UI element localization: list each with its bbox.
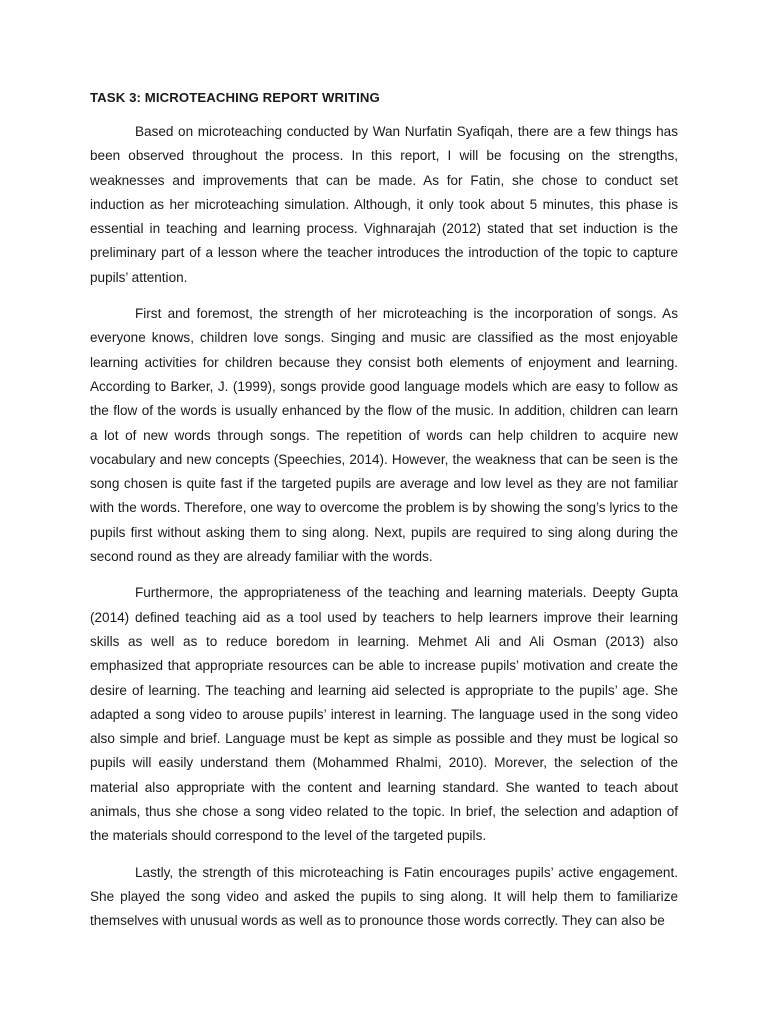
paragraph-introduction: Based on microteaching conducted by Wan Nurfatin Syafiqah, there are a few things has been observed throughout the process. In this report, I will be focusing on the strengths, weaknesses and improvements that can be made. As for Fatin, she chose to conduct set induction as her microteaching simulation. Although, it only took about 5 minutes, this phase is essential in teaching and learning process. Vighnarajah (2012) stated that set induction is the preliminary part of a lesson where the teacher introduces the introduction of the topic to capture pupils’ attention.: [90, 124, 678, 285]
paragraph-songs-strength: First and foremost, the strength of her microteaching is the incorporation of songs. As everyone knows, children love songs. Singing and music are classified as the most enjoyable learning activities for children because they consist both elements of enjoyment and learning. According to Barker, J. (1999), songs provide good language models which are easy to follow as the flow of the words is usually enhanced by the flow of the music. In addition, children can learn a lot of new words through songs. The repetition of words can help children to acquire new vocabulary and new concepts (Speechies, 2014). However, the weakness that can be seen is the song chosen is quite fast if the targeted pupils are average and low level as they are not familiar with the words. Therefore, one way to overcome the problem is by showing the song’s lyrics to the pupils first without asking them to sing along. Next, pupils are required to sing along during the second round as they are already familiar with the words.: [90, 306, 678, 565]
paragraph-engagement: Lastly, the strength of this microteaching is Fatin encourages pupils’ active engagement. She played the song video and asked the pupils to sing along. It will help them to familiarize themselves with unusual words as well as to pronounce those words correctly. They can also be: [90, 864, 678, 929]
document-page: [90, 88, 678, 946]
document-heading: TASK 3: MICROTEACHING REPORT WRITING: [90, 90, 380, 105]
paragraph-materials: Furthermore, the appropriateness of the teaching and learning materials. Deepty Gupta (2014) defined teaching aid as a tool used by teachers to help learners improve their learning skills as well as to reduce boredom in learning. Mehmet Ali and Ali Osman (2013) also emphasized that appropriate resources can be able to increase pupils’ motivation and create the desire of learning. The teaching and learning aid selected is appropriate to the pupils’ age. She adapted a song video to arouse pupils’ interest in learning. The language used in the song video also simple and brief. Language must be kept as simple as possible and they must be logical so pupils will easily understand them (Mohammed Rhalmi, 2010). Morever, the selection of the material also appropriate with the content and learning standard. She wanted to teach about animals, thus she chose a song video related to the topic. In brief, the selection and adaption of the materials should correspond to the level of the targeted pupils.: [90, 585, 678, 844]
